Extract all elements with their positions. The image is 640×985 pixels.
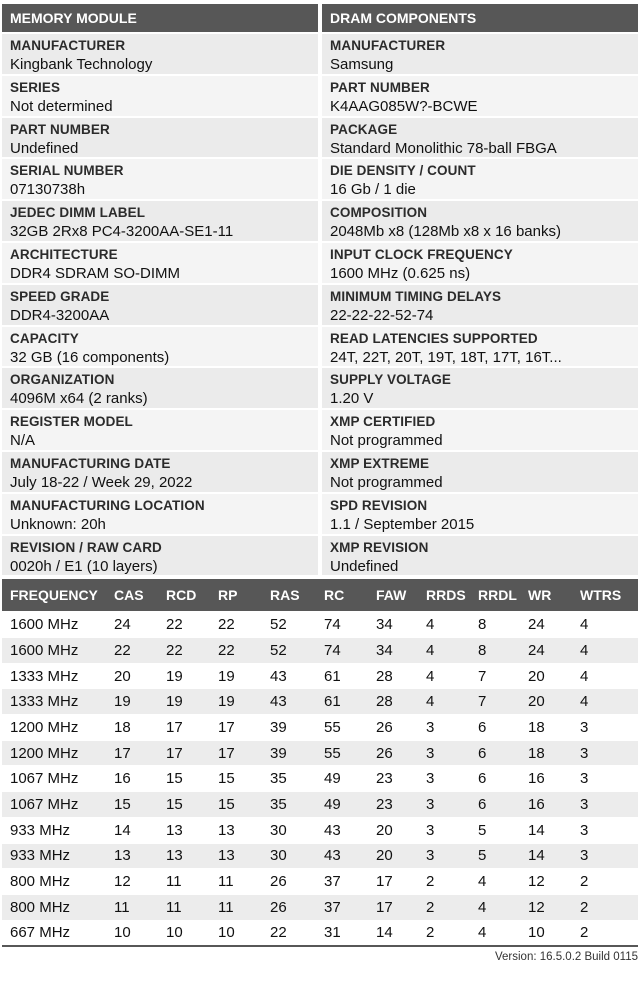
timing-cell: 4	[418, 638, 470, 664]
timing-cell: 49	[316, 792, 368, 818]
timing-cell: 18	[106, 715, 158, 741]
timing-cell: 19	[210, 689, 262, 715]
dram-field	[322, 74, 638, 116]
memory-module-field-value: July 18-22 / Week 29, 2022	[10, 473, 193, 491]
timing-cell: 3	[418, 715, 470, 741]
dram-components-header: DRAM COMPONENTS	[322, 4, 638, 32]
timing-column-header: CAS	[106, 579, 158, 612]
timing-cell: 8	[470, 638, 520, 664]
timing-cell: 24	[520, 612, 572, 638]
timing-cell: 43	[262, 663, 316, 689]
memory-module-field	[2, 325, 318, 367]
dram-field	[322, 116, 638, 158]
dram-field-label: XMP REVISION	[330, 539, 429, 555]
timing-row	[2, 792, 638, 818]
timing-cell: 15	[158, 766, 210, 792]
timing-cell: 17	[210, 715, 262, 741]
timing-cell: 15	[210, 792, 262, 818]
timing-cell: 30	[262, 817, 316, 843]
dram-field-label: PART NUMBER	[330, 79, 430, 95]
dram-field-value: 1600 MHz (0.625 ns)	[330, 264, 471, 282]
timing-row	[2, 715, 638, 741]
dram-field-value: Undefined	[330, 557, 399, 575]
timing-cell: 1600 MHz	[2, 612, 106, 638]
timing-cell: 7	[470, 689, 520, 715]
timing-cell: 17	[106, 740, 158, 766]
timing-cell: 3	[418, 843, 470, 869]
dram-field-label: INPUT CLOCK FREQUENCY	[330, 246, 513, 262]
timing-cell: 10	[158, 920, 210, 946]
timing-cell: 6	[470, 715, 520, 741]
timing-cell: 4	[418, 689, 470, 715]
timing-cell: 13	[106, 843, 158, 869]
timing-cell: 23	[368, 792, 418, 818]
timing-cell: 12	[106, 869, 158, 895]
timing-cell: 26	[262, 869, 316, 895]
memory-module-field-label: ORGANIZATION	[10, 372, 115, 388]
timing-column-header: RC	[316, 579, 368, 612]
timing-cell: 17	[210, 740, 262, 766]
memory-module-field	[2, 534, 318, 576]
memory-module-field-label: PART NUMBER	[10, 121, 110, 137]
timing-column-header: WTRS	[572, 579, 638, 612]
memory-module-field-label: SPEED GRADE	[10, 288, 110, 304]
timing-cell: 13	[158, 817, 210, 843]
timing-cell: 22	[262, 920, 316, 946]
timing-cell: 3	[572, 740, 638, 766]
timing-cell: 1200 MHz	[2, 715, 106, 741]
memory-module-field-label: REVISION / RAW CARD	[10, 539, 162, 555]
timing-cell: 14	[520, 817, 572, 843]
dram-field-label: XMP CERTIFIED	[330, 414, 436, 430]
timing-cell: 3	[572, 843, 638, 869]
timing-cell: 1067 MHz	[2, 792, 106, 818]
dram-field	[322, 157, 638, 199]
timing-cell: 2	[418, 920, 470, 946]
timing-cell: 3	[418, 792, 470, 818]
timing-cell: 49	[316, 766, 368, 792]
timing-cell: 5	[470, 843, 520, 869]
memory-module-field	[2, 74, 318, 116]
version-label: Version: 16.5.0.2 Build 0115	[494, 951, 638, 964]
timing-cell: 4	[470, 894, 520, 920]
memory-module-field-label: SERIES	[10, 79, 61, 95]
timing-cell: 4	[572, 612, 638, 638]
timing-cell: 11	[158, 894, 210, 920]
timing-row	[2, 638, 638, 664]
timing-cell: 61	[316, 689, 368, 715]
dram-field	[322, 366, 638, 408]
dram-field-value: Standard Monolithic 78-ball FBGA	[330, 139, 557, 157]
dram-field-value: 1.20 V	[330, 390, 374, 408]
timing-cell: 26	[368, 715, 418, 741]
memory-module-field-label: CAPACITY	[10, 330, 79, 346]
timing-cell: 22	[158, 638, 210, 664]
timing-cell: 19	[106, 689, 158, 715]
timing-cell: 4	[418, 612, 470, 638]
timing-cell: 7	[470, 663, 520, 689]
timing-column-header: WR	[520, 579, 572, 612]
memory-module-field-value: 32 GB (16 components)	[10, 348, 170, 366]
timing-cell: 3	[418, 766, 470, 792]
timing-cell: 14	[368, 920, 418, 946]
memory-module-field-value: Not determined	[10, 97, 113, 115]
timing-cell: 26	[262, 894, 316, 920]
dram-field	[322, 199, 638, 241]
timing-table	[2, 579, 638, 947]
timing-cell: 20	[520, 689, 572, 715]
memory-module-field	[2, 157, 318, 199]
memory-module-field-value: 07130738h	[10, 181, 86, 199]
timing-column-header: FREQUENCY	[2, 579, 106, 612]
timing-row	[2, 869, 638, 895]
timing-cell: 16	[520, 766, 572, 792]
timing-cell: 2	[572, 920, 638, 946]
timing-cell: 17	[158, 740, 210, 766]
dram-field-value: 1.1 / September 2015	[330, 515, 475, 533]
timing-cell: 74	[316, 638, 368, 664]
timing-cell: 30	[262, 843, 316, 869]
dram-field-value: K4AAG085W?-BCWE	[330, 97, 478, 115]
memory-module-field	[2, 241, 318, 283]
timing-cell: 20	[520, 663, 572, 689]
timing-cell: 4	[572, 663, 638, 689]
memory-module-field-value: DDR4 SDRAM SO-DIMM	[10, 264, 181, 282]
dram-field-label: PACKAGE	[330, 121, 398, 137]
timing-cell: 20	[368, 817, 418, 843]
dram-field-label: XMP EXTREME	[330, 455, 430, 471]
timing-cell: 52	[262, 612, 316, 638]
memory-module-field	[2, 199, 318, 241]
memory-module-field-label: SERIAL NUMBER	[10, 163, 124, 179]
timing-cell: 17	[158, 715, 210, 741]
dram-field	[322, 283, 638, 325]
timing-cell: 39	[262, 715, 316, 741]
timing-cell: 19	[210, 663, 262, 689]
timing-cell: 14	[106, 817, 158, 843]
timing-cell: 2	[418, 869, 470, 895]
dram-field-label: COMPOSITION	[330, 205, 428, 221]
dram-field	[322, 32, 638, 74]
timing-cell: 10	[210, 920, 262, 946]
timing-cell: 19	[158, 689, 210, 715]
timing-cell: 2	[418, 894, 470, 920]
timing-cell: 37	[316, 869, 368, 895]
memory-module-field-value: DDR4-3200AA	[10, 306, 110, 324]
timing-cell: 6	[470, 792, 520, 818]
timing-cell: 3	[418, 740, 470, 766]
timing-cell: 12	[520, 869, 572, 895]
timing-cell: 43	[316, 817, 368, 843]
timing-row	[2, 612, 638, 638]
info-columns	[2, 0, 638, 575]
timing-cell: 6	[470, 766, 520, 792]
timing-cell: 35	[262, 792, 316, 818]
timing-cell: 4	[572, 689, 638, 715]
dram-field	[322, 241, 638, 283]
timing-cell: 15	[210, 766, 262, 792]
timing-column-header: RAS	[262, 579, 316, 612]
timing-row	[2, 894, 638, 920]
memory-module-field	[2, 408, 318, 450]
timing-cell: 55	[316, 715, 368, 741]
timing-cell: 15	[106, 792, 158, 818]
timing-column-header: RRDS	[418, 579, 470, 612]
timing-cell: 800 MHz	[2, 894, 106, 920]
timing-cell: 35	[262, 766, 316, 792]
memory-module-field-value: 0020h / E1 (10 layers)	[10, 557, 158, 575]
timing-row	[2, 817, 638, 843]
dram-field-label: SUPPLY VOLTAGE	[330, 372, 451, 388]
timing-cell: 5	[470, 817, 520, 843]
dram-field-label: MANUFACTURER	[330, 38, 446, 53]
timing-cell: 34	[368, 612, 418, 638]
timing-cell: 52	[262, 638, 316, 664]
timing-cell: 39	[262, 740, 316, 766]
timing-cell: 3	[572, 792, 638, 818]
timing-cell: 15	[158, 792, 210, 818]
timing-cell: 22	[210, 612, 262, 638]
dram-field-value: Not programmed	[330, 432, 443, 450]
timing-row	[2, 663, 638, 689]
timing-cell: 1200 MHz	[2, 740, 106, 766]
timing-cell: 20	[368, 843, 418, 869]
timing-cell: 22	[106, 638, 158, 664]
dram-field-label: SPD REVISION	[330, 497, 428, 513]
memory-module-field	[2, 492, 318, 534]
timing-cell: 4	[470, 869, 520, 895]
timing-cell: 11	[106, 894, 158, 920]
timing-row	[2, 843, 638, 869]
timing-cell: 16	[520, 792, 572, 818]
timing-cell: 18	[520, 715, 572, 741]
dram-field-value: 2048Mb x8 (128Mb x8 x 16 banks)	[330, 223, 561, 241]
memory-module-field-value: Undefined	[10, 139, 79, 157]
timing-cell: 17	[368, 894, 418, 920]
timing-cell: 43	[262, 689, 316, 715]
timing-column-header: RP	[210, 579, 262, 612]
spd-report	[2, 0, 638, 967]
timing-cell: 37	[316, 894, 368, 920]
dram-field	[322, 325, 638, 367]
timing-row	[2, 766, 638, 792]
timing-cell: 24	[106, 612, 158, 638]
timing-cell: 11	[210, 869, 262, 895]
timing-cell: 61	[316, 663, 368, 689]
timing-column-header: FAW	[368, 579, 418, 612]
timing-cell: 2	[572, 869, 638, 895]
timing-cell: 24	[520, 638, 572, 664]
timing-cell: 1600 MHz	[2, 638, 106, 664]
memory-module-field-label: MANUFACTURING LOCATION	[10, 497, 205, 513]
memory-module-field-value: 32GB 2Rx8 PC4-3200AA-SE1-11	[10, 223, 234, 241]
timing-column-header: RRDL	[470, 579, 520, 612]
timing-row	[2, 689, 638, 715]
memory-module-field	[2, 116, 318, 158]
timing-cell: 4	[470, 920, 520, 946]
timing-cell: 1333 MHz	[2, 663, 106, 689]
dram-components-fields	[322, 32, 638, 575]
timing-cell: 1067 MHz	[2, 766, 106, 792]
timing-cell: 43	[316, 843, 368, 869]
timing-cell: 3	[572, 766, 638, 792]
timing-cell: 23	[368, 766, 418, 792]
memory-module-field-value: Kingbank Technology	[10, 56, 153, 73]
timing-cell: 34	[368, 638, 418, 664]
timing-body	[2, 612, 638, 946]
timing-cell: 13	[158, 843, 210, 869]
timing-cell: 1333 MHz	[2, 689, 106, 715]
timing-cell: 31	[316, 920, 368, 946]
timing-cell: 3	[572, 715, 638, 741]
timing-cell: 22	[158, 612, 210, 638]
memory-module-fields	[2, 32, 318, 575]
timing-cell: 55	[316, 740, 368, 766]
memory-module-field-label: REGISTER MODEL	[10, 414, 133, 430]
memory-module-field-label: MANUFACTURER	[10, 38, 126, 53]
timing-cell: 10	[520, 920, 572, 946]
timing-cell: 26	[368, 740, 418, 766]
timing-cell: 19	[158, 663, 210, 689]
timing-header-row	[2, 579, 638, 612]
dram-field-label: READ LATENCIES SUPPORTED	[330, 330, 538, 346]
memory-module-field-label: MANUFACTURING DATE	[10, 455, 171, 471]
memory-module-field	[2, 450, 318, 492]
timing-cell: 16	[106, 766, 158, 792]
timing-cell: 933 MHz	[2, 817, 106, 843]
dram-field	[322, 492, 638, 534]
memory-module-field-value: 4096M x64 (2 ranks)	[10, 390, 148, 408]
timing-row	[2, 740, 638, 766]
memory-module-field	[2, 283, 318, 325]
timing-cell: 8	[470, 612, 520, 638]
timing-cell: 800 MHz	[2, 869, 106, 895]
timing-cell: 3	[572, 817, 638, 843]
timing-cell: 11	[210, 894, 262, 920]
memory-module-field-label: ARCHITECTURE	[10, 246, 118, 262]
timing-cell: 20	[106, 663, 158, 689]
timing-cell: 4	[572, 638, 638, 664]
timing-cell: 4	[418, 663, 470, 689]
timing-cell: 10	[106, 920, 158, 946]
dram-field	[322, 408, 638, 450]
dram-field-value: 24T, 22T, 20T, 19T, 18T, 17T, 16T...	[330, 348, 562, 366]
dram-components-column	[322, 0, 638, 575]
memory-module-field	[2, 32, 318, 74]
timing-column-header: RCD	[158, 579, 210, 612]
timing-row	[2, 920, 638, 946]
memory-module-field	[2, 366, 318, 408]
timing-cell: 2	[572, 894, 638, 920]
memory-module-column	[2, 0, 318, 575]
dram-field	[322, 450, 638, 492]
memory-module-field-label: JEDEC DIMM LABEL	[10, 205, 146, 221]
timing-cell: 74	[316, 612, 368, 638]
timing-cell: 3	[418, 817, 470, 843]
dram-field	[322, 534, 638, 576]
timing-cell: 933 MHz	[2, 843, 106, 869]
timing-cell: 13	[210, 817, 262, 843]
timing-cell: 14	[520, 843, 572, 869]
timing-cell: 11	[158, 869, 210, 895]
memory-module-field-value: Unknown: 20h	[10, 515, 106, 533]
memory-module-header: MEMORY MODULE	[2, 4, 318, 32]
timing-cell: 13	[210, 843, 262, 869]
dram-field-value: Not programmed	[330, 473, 443, 491]
dram-field-value: 16 Gb / 1 die	[330, 181, 416, 199]
timing-cell: 17	[368, 869, 418, 895]
timing-cell: 12	[520, 894, 572, 920]
timing-cell: 22	[210, 638, 262, 664]
timing-cell: 28	[368, 663, 418, 689]
timing-cell: 6	[470, 740, 520, 766]
timing-cell: 28	[368, 689, 418, 715]
memory-module-field-value: N/A	[10, 432, 36, 450]
dram-field-label: MINIMUM TIMING DELAYS	[330, 288, 502, 304]
timing-cell: 18	[520, 740, 572, 766]
timing-cell: 667 MHz	[2, 920, 106, 946]
dram-field-value: Samsung	[330, 56, 394, 73]
dram-field-label: DIE DENSITY / COUNT	[330, 163, 476, 179]
dram-field-value: 22-22-22-52-74	[330, 306, 434, 324]
